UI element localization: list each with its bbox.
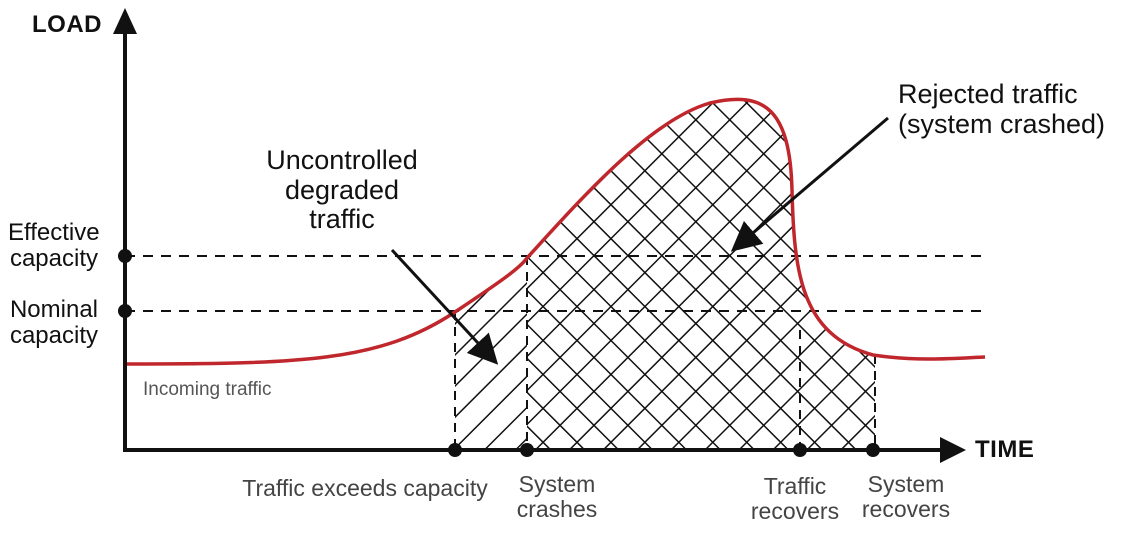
y-axis-label: LOAD bbox=[32, 11, 102, 38]
traffic-exceeds-label: Traffic exceeds capacity bbox=[242, 475, 488, 501]
system-crashes-label: System crashes bbox=[516, 471, 598, 523]
traffic-exceeds-dot bbox=[448, 443, 462, 457]
system-recovers-dot bbox=[866, 443, 880, 457]
y-axis-arrow-icon bbox=[113, 8, 137, 34]
system-crashes-dot bbox=[520, 443, 534, 457]
rejected-traffic-label: Rejected traffic (system crashed) bbox=[898, 79, 1106, 139]
nominal-capacity-dot bbox=[118, 304, 132, 318]
x-axis-arrow-icon bbox=[940, 437, 966, 463]
effective-capacity-dot bbox=[118, 249, 132, 263]
effective-capacity-label: Effective capacity bbox=[8, 219, 100, 273]
uncontrolled-degraded-traffic-label: Uncontrolled degraded traffic bbox=[266, 145, 418, 235]
x-axis-label: TIME bbox=[975, 436, 1035, 463]
incoming-traffic-label: Incoming traffic bbox=[143, 379, 272, 400]
traffic-recovers-dot bbox=[793, 443, 807, 457]
traffic-recovers-label: Traffic recovers bbox=[750, 473, 840, 525]
nominal-capacity-label: Nominal capacity bbox=[9, 296, 98, 350]
system-recovers-label: System recovers bbox=[861, 471, 951, 523]
